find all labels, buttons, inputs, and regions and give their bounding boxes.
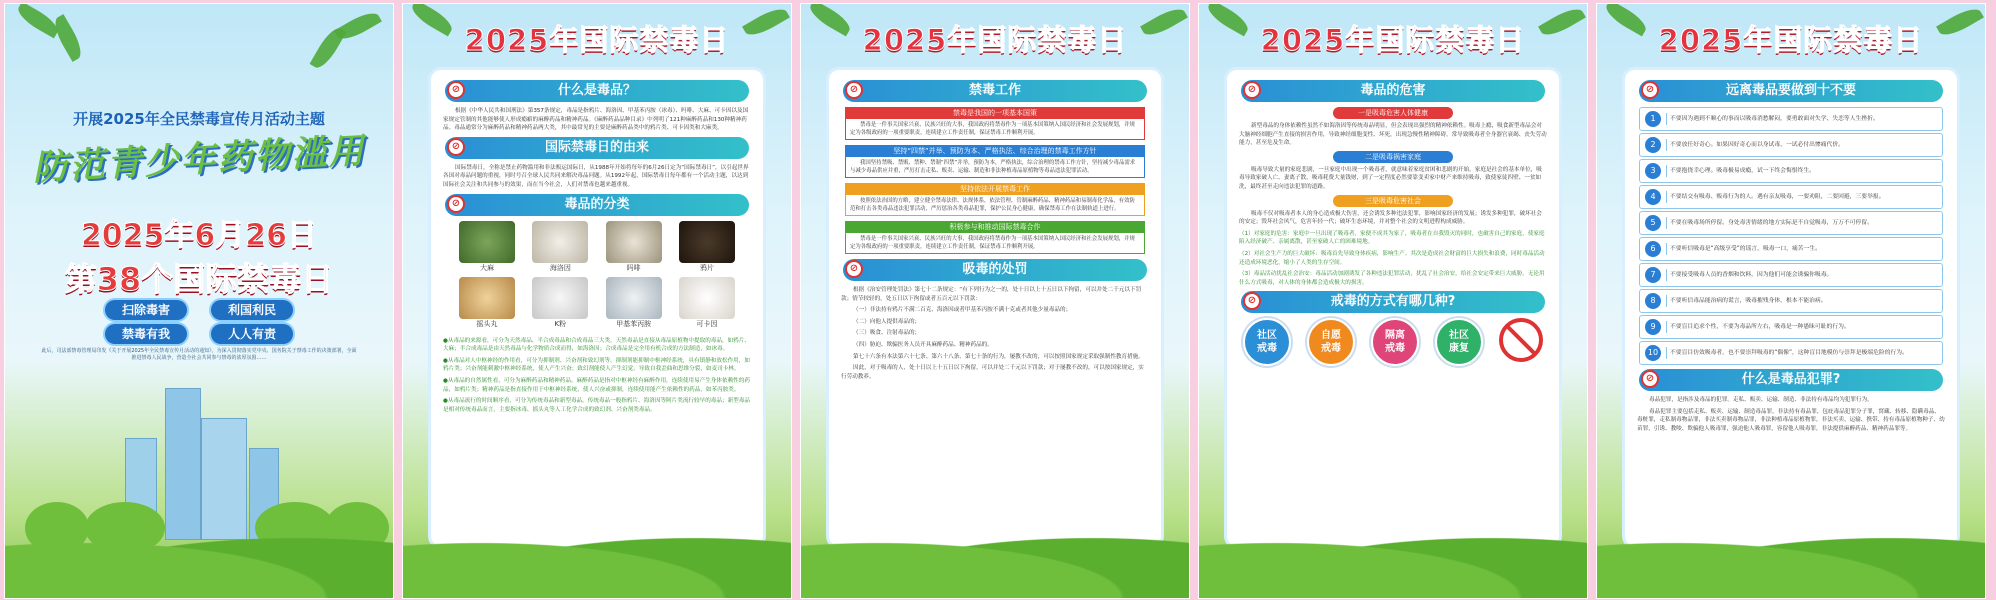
- no-drug-icon: ⊘: [447, 81, 465, 99]
- no-drug-icon: ⊘: [1641, 370, 1659, 388]
- drug-photo: [679, 221, 735, 263]
- cover-pill: 人人有责: [211, 324, 293, 344]
- harm-tag: 二是吸毒祸害家庭: [1333, 151, 1453, 163]
- rule-text: 不要听信毒品能治病的谎言，吸毒摧残身体，根本不能治病。: [1666, 295, 1830, 307]
- panel-drug-harm: [1198, 3, 1588, 599]
- rule-number: 4: [1645, 189, 1661, 205]
- paragraph: （3）毒品活动扰乱社会治安：毒品活动加剧诱发了各种违法犯罪活动，扰乱了社会治安，给社会安定带来巨大威胁。无论用什么方式吸毒，对人体的身体都会造成极大的损害。: [1239, 271, 1545, 286]
- content-card: [1227, 70, 1559, 546]
- rehab-ways: [1243, 318, 1543, 366]
- box-text: 禁毒是一件事关国家兴衰、民族兴旺的大事，我国政府将禁毒作为一项基本国策纳入国民经济和社会发展规划，并规定为各级政府的一项重要职责，连续建立工作责任制，保证禁毒工作顺利开展。: [850, 236, 1135, 250]
- drug-photo: [606, 221, 662, 263]
- rule-number: 9: [1645, 319, 1661, 335]
- drug-photo: [679, 277, 735, 319]
- cover-panel: [4, 3, 394, 599]
- cover-note: 此后，司法部禁毒管理局印发《关于开展2025年全民禁毒宣传月活动的通知》，为深入贯彻落实党中央、国务院关于禁毒工作的决策部署，全面推进禁毒人民战争，营造全社会共同参与禁毒的浓厚氛围……: [41, 348, 357, 361]
- rule-number: 2: [1645, 137, 1661, 153]
- cover-pill: 禁毒有我: [105, 324, 187, 344]
- green-hills: [1597, 528, 1985, 598]
- paragraph: （三）吸食、注射毒品的；: [853, 330, 921, 337]
- panel-title: 2025年国际禁毒日: [1260, 23, 1526, 57]
- box-text: 禁毒是一件事关国家兴衰、民族兴旺的大事，我国政府将禁毒作为一项基本国策纳入国民经济和社会发展规划，并规定为各级政府的一项重要职责，连续建立工作责任制，保证禁毒工作顺利开展。: [850, 122, 1135, 136]
- cover-pill: 扫除毒害: [105, 300, 187, 320]
- drug-photo: [459, 277, 515, 319]
- drug-item: [532, 277, 588, 329]
- drug-photo: [459, 221, 515, 263]
- rule-text: 不要在吸毒场所停留。身处毒害情绪的地方实际是不自觉吸毒，万万不可停留。: [1666, 217, 1876, 229]
- rule-item: [1639, 315, 1943, 339]
- drug-photo: [532, 221, 588, 263]
- rule-text: 不要盲目追求个性，不要为毒品所左右，吸毒是一种愚昧可耻的行为。: [1666, 321, 1853, 333]
- drug-label: 可卡因: [696, 319, 718, 328]
- no-drug-icon: ⊘: [845, 81, 863, 99]
- content-card: [1625, 70, 1957, 546]
- paragraph: 毒品犯罪主要包括走私、贩卖、运输、制造毒品罪，非法持有毒品罪，包庇毒品犯罪分子罪，窝藏、转移、隐瞒毒品、毒赃罪，走私制毒物品罪，非法买卖制毒物品罪，非法种植毒品原植物罪，非法买卖、运输、携带、持有毒品原植物种子、幼苗罪，引诱、教唆、欺骗他人吸毒罪，强迫他人吸毒罪，容留他人吸毒罪，非法提供麻醉药品、精神药品罪等。: [1637, 408, 1945, 432]
- rule-text: 不要盲目仿效吸毒者，也不要崇拜吸毒的“偶像”，这种盲目地模仿与崇拜是极端危险的行为。: [1666, 347, 1911, 359]
- box-heading: 坚持依法开展禁毒工作: [846, 184, 1144, 195]
- section-heading: ⊘ 禁毒工作: [843, 80, 1147, 102]
- rule-number: 7: [1645, 267, 1661, 283]
- paragraph: （四）胁迫、欺骗医务人员开具麻醉药品、精神药品的。: [853, 341, 993, 348]
- drug-item: [679, 221, 735, 273]
- paragraph: 吸毒不仅对吸毒者本人的身心造成极大伤害，还会诱发多种违法犯罪，影响国家经济的发展；诱发多种犯罪，破坏社会的安定；毁坏社会风气，危害年轻一代；破坏生态环境，并对整个社会的文明进程构成威胁。: [1239, 210, 1542, 226]
- paragraph: （2）对社会生产力的巨大破坏：吸毒首先导致身体疾病，影响生产。其次是造成社会财富的巨大损失和浪费，同时毒品活动还造成环境恶化，缩小了人类的生存空间。: [1239, 250, 1545, 266]
- paragraph: （1）对家庭的危害：家庭中一旦出现了吸毒者，家便不成其为家了，吸毒者在自我毁灭的同时，也破害自己的家庭，使家庭陷入经济破产、亲属离散，甚至家破人亡的困难境地。: [1239, 230, 1545, 246]
- content-card: [829, 70, 1161, 546]
- green-hills: [403, 528, 791, 598]
- no-drug-sign-icon: [1499, 318, 1543, 362]
- rule-item: [1639, 133, 1943, 157]
- cover-slogan: 防范青少年药物滥用: [31, 130, 367, 189]
- paragraph: 第七十六条有本法第六十七条、第六十八条、第七十条的行为，屡教不改的，可以按照国家规定采取强制性教育措施。: [853, 353, 1144, 360]
- paragraph: 吸毒导致大量的家庭悲剧，一旦家庭中出现一个吸毒者，就意味着家庭贫困和悲剧的开始。家庭是社会的基本单位，吸毒导致家破人亡、妻离子散，吸毒耗费大量钱财，到了一定程度必然要靠变卖家中财产来维持吸毒，致使家徒四壁、一贫如洗，最终甚至走向违法犯罪的道路。: [1239, 166, 1542, 190]
- drug-photo: [532, 277, 588, 319]
- content-card: [431, 70, 763, 546]
- drug-label: 大麻: [480, 263, 494, 272]
- paragraph: ●从毒品对人中枢神经的作用看，可分为抑制剂、兴奋剂和致幻剂等。抑制剂能抑制中枢神经系统，具有镇静和放松作用，如鸦片类；兴奋剂能刺激中枢神经系统，使人产生兴奋；致幻剂能使人产生幻觉，导致自我歪曲和思维分裂，如麦司卡林。: [443, 357, 750, 373]
- drug-label: 摇头丸: [476, 319, 498, 328]
- rule-text: 不要抱侥幸心理。吸毒极易成瘾，试一下终会悔恨终生。: [1666, 165, 1818, 177]
- policy-box: [845, 221, 1145, 254]
- section-heading: ⊘ 什么是毒品犯罪?: [1639, 369, 1943, 391]
- policy-box: [845, 183, 1145, 216]
- paragraph: ●从毒品流行的时间顺序看，可分为传统毒品和新型毒品。传统毒品一般指鸦片、海洛因等阿片类流行较早的毒品；新型毒品是相对传统毒品而言，主要指冰毒、摇头丸等人工化学合成的致幻剂、兴奋剂类毒品。: [443, 398, 750, 413]
- rule-item: [1639, 289, 1943, 313]
- rule-number: 5: [1645, 215, 1661, 231]
- drug-label: 鸦片: [699, 263, 714, 272]
- box-text: 按照依法治国的方略，建立健全禁毒法律、法规体系，依法管理，管制麻醉药品、精神药品和易制毒化学品，有效防范和打击各类毒品违法犯罪活动，严厉惩治各类毒品犯罪，保护公民身心健康，确保禁毒工作在法制轨道上进行。: [850, 198, 1135, 212]
- cover-date: 2025年6月26日: [80, 218, 318, 253]
- paragraph: 新型毒品的身体依赖性虽然不如海洛因等传统毒品明显，但会表现出强烈的精神依赖性。吸毒上瘾，吸食新型毒品会对大脑神经细胞产生直接的损害作用，导致神经细胞变性、坏死，出现急慢性精神障碍。常导致吸毒者全身器官衰竭、丧失劳动能力，甚至危及生命。: [1239, 123, 1547, 147]
- rule-item: [1639, 263, 1943, 287]
- drug-label: 吗啡: [626, 263, 641, 272]
- box-text: 我国坚持禁吸、禁贩、禁种、禁制“四禁”并举，预防为本，严格执法，综合治理的禁毒工作方针，坚持减少毒品需求与减少毒品供应并重，严厉打击走私、贩卖、运输、制造和非法种植毒品原植物等毒品违法犯罪活动。: [850, 160, 1136, 174]
- section-heading: ⊘ 国际禁毒日的由来: [445, 137, 749, 159]
- drug-item: [606, 221, 662, 273]
- cover-day-name: 第38个国际禁毒日: [64, 260, 334, 298]
- rule-text: 不要放任好奇心。如果因好奇心而以身试毒，一试必付出惨痛代价。: [1666, 139, 1847, 151]
- rule-item: [1639, 341, 1943, 365]
- no-drug-icon: ⊘: [845, 260, 863, 278]
- no-drug-icon: ⊘: [1243, 81, 1261, 99]
- building: [201, 418, 247, 540]
- paragraph: ●从毒品的来源看，可分为天然毒品、半合成毒品和合成毒品三大类。天然毒品是直接从毒品原植物中提取的毒品，如鸦片、大麻；半合成毒品是由天然毒品与化学物质合成而得，如海洛因；合成毒品是完全用有机合成的方法制造，如冰毒。: [443, 337, 750, 353]
- drug-photo: [606, 277, 662, 319]
- no-drug-icon: ⊘: [1641, 81, 1659, 99]
- harm-tag: 三是吸毒危害社会: [1333, 195, 1453, 207]
- drug-grid: [459, 221, 735, 333]
- drug-item: [459, 277, 515, 329]
- building: [165, 388, 201, 540]
- box-heading: 积极参与和推动国际禁毒合作: [846, 222, 1144, 233]
- paragraph: （二）向他人提供毒品的；: [853, 318, 921, 325]
- no-drug-icon: ⊘: [1243, 292, 1261, 310]
- panel-title: 2025年国际禁毒日: [464, 23, 730, 57]
- rule-number: 1: [1645, 111, 1661, 127]
- panel-ten-donts: [1596, 3, 1986, 599]
- paragraph: 国际禁毒日，全称是禁止药物滥用和非法贩运国际日，从1988年开始将每年的6月26日定为“国际禁毒日”，以引起世界各国对毒品问题的重视，同时号召全球人民共同来解决毒品问题。从1992年起，国际禁毒日每年都有一个活动主题，以达到国际社会关注和共同参与的效果，而在当今社会，人们对禁毒也越来越重视。: [443, 164, 749, 188]
- policy-box: [845, 145, 1145, 178]
- rule-text: 不要听信吸毒是“高级享受”的谣言，吸毒一口，痛苦一生。: [1666, 243, 1824, 255]
- drug-label: 海洛因: [549, 263, 571, 272]
- rule-text: 不要接受吸毒人员的香烟和饮料，因为他们可能会诱骗你吸毒。: [1666, 269, 1835, 281]
- green-hills: [1199, 528, 1587, 598]
- green-hills: [801, 528, 1189, 598]
- rehab-way-badge: 社区 康复: [1435, 318, 1483, 366]
- rule-number: 8: [1645, 293, 1661, 309]
- harm-tag: 一是吸毒危害人体健康: [1333, 107, 1453, 119]
- cover-pill: 利国利民: [211, 300, 293, 320]
- section-heading: ⊘ 毒品的危害: [1241, 80, 1545, 102]
- drug-label: K粉: [554, 319, 567, 328]
- paragraph: （一）非法持有鸦片不满二百克、海洛因或者甲基苯丙胺不满十克或者其他少量毒品的；: [853, 307, 1072, 314]
- panel-title: 2025年国际禁毒日: [862, 23, 1128, 57]
- box-heading: 禁毒是我国的一项基本国策: [846, 108, 1144, 119]
- drug-item: [459, 221, 515, 273]
- paragraph: 根据《中华人民共和国刑法》第357条规定，毒品是指鸦片、海洛因、甲基苯丙胺（冰毒）、吗啡、大麻、可卡因以及国家规定管制的其他能够使人形成瘾癖的麻醉药品和精神药品。《麻醉药品品种目录》中列明了121种麻醉药品和130种精神药品。毒品通常分为麻醉药品和精神药品两大类，其中最常见的主要是麻醉药品类中的鸦片类、可卡因类和大麻类。: [443, 108, 749, 132]
- section-heading: ⊘ 戒毒的方式有哪几种?: [1241, 291, 1545, 313]
- paragraph: 因此，对于吸毒的人，处十日以上十五日以下拘留，可以并处二千元以下罚款；对于屡教不改的，可以按国家规定，实行劳动教养。: [841, 365, 1144, 380]
- no-drug-icon: ⊘: [447, 195, 465, 213]
- rule-item: [1639, 185, 1943, 209]
- rule-item: [1639, 159, 1943, 183]
- leaf-decoration: [50, 14, 87, 62]
- rule-item: [1639, 107, 1943, 131]
- panel-anti-drug-work: [800, 3, 1190, 599]
- section-heading: ⊘ 远离毒品要做到十不要: [1639, 80, 1943, 102]
- green-hills: [5, 528, 393, 598]
- rule-text: 不要因为遇到不顺心的事而以吸毒消愁解闷，要勇敢面对失学、失恋等人生挫折。: [1666, 113, 1882, 125]
- rehab-way-badge: 自愿 戒毒: [1307, 318, 1355, 366]
- drug-label: 甲基苯丙胺: [616, 319, 652, 328]
- paragraph: 毒品犯罪，是指涉及毒品的犯罪。走私、贩卖、运输、制造、非法持有毒品均为犯罪行为。: [1649, 397, 1873, 403]
- drug-item: [679, 277, 735, 329]
- box-heading: 坚持“四禁”并举、预防为本、严格执法、综合治理的禁毒工作方针: [846, 146, 1144, 157]
- section-heading: ⊘ 什么是毒品？: [445, 80, 749, 102]
- no-drug-icon: ⊘: [447, 138, 465, 156]
- section-heading: ⊘ 毒品的分类: [445, 194, 749, 216]
- rule-number: 3: [1645, 163, 1661, 179]
- rehab-way-badge: 社区 戒毒: [1243, 318, 1291, 366]
- paragraph: 根据《治安管理处罚法》第七十二条规定：“有下列行为之一的，处十日以上十五日以下拘留，可以并处二千元以下罚款；情节较轻的，处五日以下拘留或者五百元以下罚款：: [841, 287, 1142, 302]
- rule-item: [1639, 211, 1943, 235]
- rehab-way-badge: 隔离 戒毒: [1371, 318, 1419, 366]
- rule-number: 10: [1645, 345, 1661, 361]
- leaf-decoration: [310, 24, 347, 72]
- drug-item: [606, 277, 662, 329]
- rule-text: 不要结交有吸毒、贩毒行为的人。遇有亲友吸毒，一要劝阻，二要回避，三要举报。: [1666, 191, 1888, 203]
- panel-title: 2025年国际禁毒日: [1658, 23, 1924, 57]
- panel-what-is-drug: [402, 3, 792, 599]
- rule-number: 6: [1645, 241, 1661, 257]
- policy-box: [845, 107, 1145, 140]
- drug-item: [532, 221, 588, 273]
- cover-subtitle: 开展2025年全民禁毒宣传月活动主题: [73, 110, 325, 128]
- paragraph: ●从毒品的自然属性看，可分为麻醉药品和精神药品。麻醉药品是指对中枢神经有麻醉作用，连续使用易产生身体依赖性的药品，如鸦片类；精神药品是指直接作用于中枢神经系统，使人兴奋或抑制，连续使用能产生依赖性的药品，如苯丙胺类。: [443, 377, 750, 393]
- rule-item: [1639, 237, 1943, 261]
- section-heading: ⊘ 吸毒的处罚: [843, 259, 1147, 281]
